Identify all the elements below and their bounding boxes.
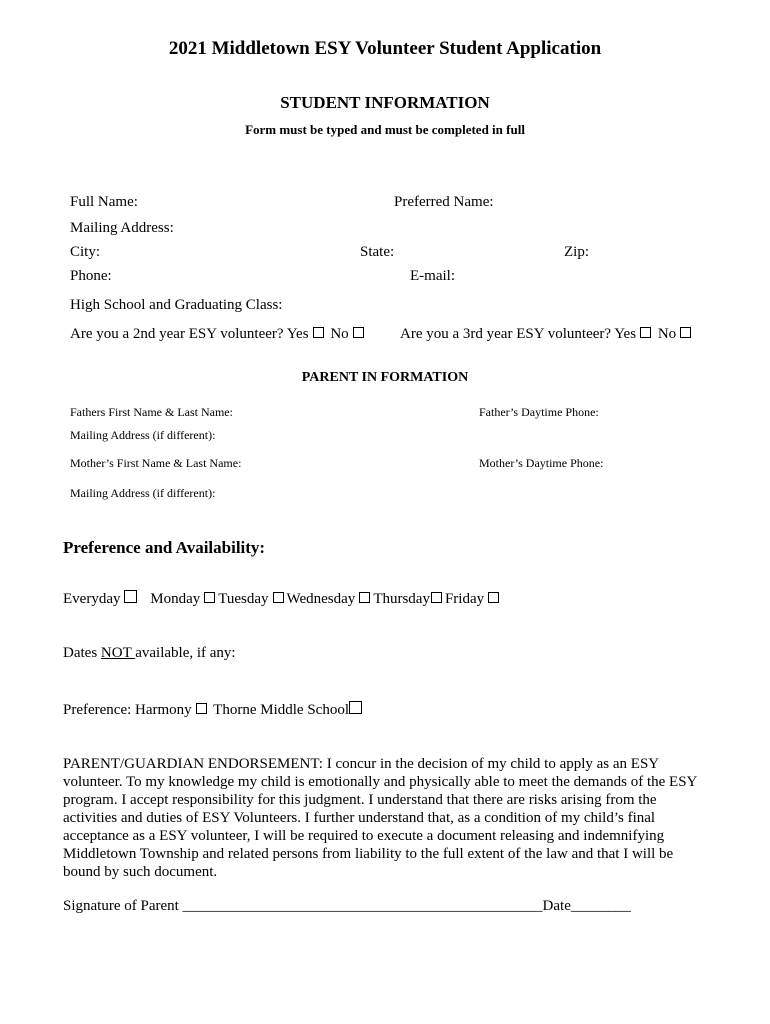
- day-label-wednesday: Wednesday: [286, 591, 356, 607]
- endorsement-line: volunteer. To my knowledge my child is emotionally and physically able to meet the demands of the ESY: [63, 774, 698, 790]
- third-year-question-text: Are you a 3rd year ESY volunteer? Yes: [400, 326, 637, 342]
- availability-days-row: [63, 590, 502, 608]
- father-phone-label: Father’s Daytime Phone:: [479, 405, 599, 419]
- student-section-heading: STUDENT INFORMATION: [280, 93, 490, 112]
- day-label-thursday: Thursday: [373, 591, 430, 607]
- harmony-checkbox[interactable]: [196, 703, 207, 714]
- endorsement-line: bound by such document.: [63, 864, 218, 880]
- thursday-checkbox[interactable]: [431, 592, 442, 603]
- school-preference-row: [63, 701, 365, 719]
- preference-harmony-label: Preference: Harmony: [63, 702, 192, 718]
- parent-signature-line[interactable]: Signature of Parent ________________________________________________Date________: [63, 898, 631, 914]
- tuesday-checkbox[interactable]: [273, 592, 284, 603]
- mother-phone-label: Mother’s Daytime Phone:: [479, 456, 604, 470]
- third-year-question: [400, 326, 694, 343]
- parent-section-heading: PARENT IN FORMATION: [301, 370, 469, 385]
- dates-not-available-label: [63, 645, 236, 662]
- email-label: E-mail:: [410, 268, 455, 284]
- preferred-name-label: Preferred Name:: [394, 194, 494, 210]
- friday-checkbox[interactable]: [488, 592, 499, 603]
- endorsement-line: PARENT/GUARDIAN ENDORSEMENT: I concur in the decision of my child to apply as an ESY: [63, 756, 660, 772]
- second-year-no-label: No: [330, 326, 349, 342]
- thorne-middle-school-checkbox[interactable]: [349, 701, 362, 714]
- dates-not-emphasis: NOT: [100, 645, 136, 661]
- thorne-middle-school-label: Thorne Middle School: [213, 702, 349, 718]
- third-year-yes-checkbox[interactable]: [640, 327, 651, 338]
- page-title: 2021 Middletown ESY Volunteer Student Application: [168, 38, 602, 59]
- day-label-friday: Friday: [444, 591, 485, 607]
- day-label-monday: Monday: [150, 591, 201, 607]
- high-school-label: High School and Graduating Class:: [70, 297, 283, 313]
- everyday-checkbox[interactable]: [124, 590, 137, 603]
- third-year-no-label: No: [657, 326, 677, 342]
- father-name-label: Fathers First Name & Last Name:: [70, 405, 233, 419]
- mailing-address-label: Mailing Address:: [70, 220, 174, 236]
- mother-address-label: Mailing Address (if different):: [70, 486, 216, 500]
- wednesday-checkbox[interactable]: [359, 592, 370, 603]
- day-label-everyday: Everyday: [63, 591, 121, 607]
- monday-checkbox[interactable]: [204, 592, 215, 603]
- mother-name-label: Mother’s First Name & Last Name:: [70, 456, 242, 470]
- state-label: State:: [360, 244, 395, 260]
- second-year-question: [70, 326, 367, 343]
- full-name-label: Full Name:: [70, 194, 138, 210]
- father-address-label: Mailing Address (if different):: [70, 428, 216, 442]
- phone-label: Phone:: [70, 268, 112, 284]
- city-label: City:: [70, 244, 101, 260]
- third-year-no-checkbox[interactable]: [680, 327, 691, 338]
- student-section-subheading: Form must be typed and must be completed in full: [245, 122, 525, 137]
- dates-suffix: available, if any:: [135, 645, 236, 661]
- endorsement-line: acceptance as a ESY volunteer, I will be required to execute a document releasing and indemnifying: [63, 828, 665, 844]
- endorsement-line: program. I accept responsibility for this judgment. I understand that there are risks arising from the: [63, 792, 657, 808]
- dates-prefix: Dates: [63, 645, 101, 661]
- day-label-tuesday: Tuesday: [218, 591, 269, 607]
- endorsement-paragraph: [63, 755, 713, 881]
- preference-heading: Preference and Availability:: [63, 538, 266, 557]
- zip-label: Zip:: [564, 244, 589, 260]
- second-year-question-text: Are you a 2nd year ESY volunteer? Yes: [70, 326, 309, 342]
- endorsement-line: Middletown Township and related persons from liability to the full extent of the law and that I will be: [63, 846, 674, 862]
- endorsement-line: activities and duties of ESY Volunteers. I further understand that, as a condition of my child’s final: [63, 810, 656, 826]
- second-year-no-checkbox[interactable]: [353, 327, 364, 338]
- second-year-yes-checkbox[interactable]: [313, 327, 324, 338]
